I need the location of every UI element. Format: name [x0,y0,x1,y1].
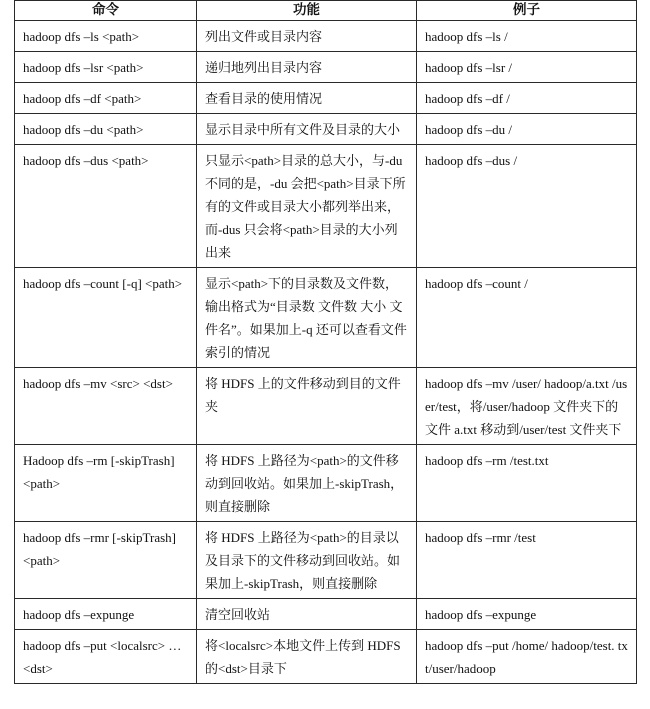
function-cell: 递归地列出目录内容 [197,52,417,83]
example-cell: hadoop dfs –lsr / [417,52,637,83]
command-cell: hadoop dfs –ls <path> [15,21,197,52]
example-cell: hadoop dfs –ls / [417,21,637,52]
command-cell: hadoop dfs –dus <path> [15,145,197,268]
table-row [15,83,637,114]
function-cell: 将<localsrc>本地文件上传到 HDFS 的<dst>目录下 [197,630,417,684]
command-cell: hadoop dfs –expunge [15,599,197,630]
command-cell: hadoop dfs –put <localsrc> … <dst> [15,630,197,684]
document-page [14,0,636,684]
example-cell: hadoop dfs –rm /test.txt [417,445,637,522]
header-function: 功能 [197,1,417,21]
example-cell: hadoop dfs –dus / [417,145,637,268]
table-row [15,268,637,368]
table-row [15,368,637,445]
example-cell: hadoop dfs –df / [417,83,637,114]
example-cell: hadoop dfs –mv /user/ hadoop/a.txt /user/test，将/user/hadoop 文件夹下的文件 a.txt 移动到/user/test 文件夹下 [417,368,637,445]
function-cell: 显示目录中所有文件及目录的大小 [197,114,417,145]
table-row [15,522,637,599]
command-cell: hadoop dfs –lsr <path> [15,52,197,83]
example-cell: hadoop dfs –rmr /test [417,522,637,599]
function-cell: 清空回收站 [197,599,417,630]
example-cell: hadoop dfs –put /home/ hadoop/test. txt/user/hadoop [417,630,637,684]
example-cell: hadoop dfs –count / [417,268,637,368]
function-cell: 查看目录的使用情况 [197,83,417,114]
command-cell: hadoop dfs –rmr [-skipTrash] <path> [15,522,197,599]
table-row [15,114,637,145]
function-cell: 列出文件或目录内容 [197,21,417,52]
table-row [15,630,637,684]
example-cell: hadoop dfs –du / [417,114,637,145]
function-cell: 只显示<path>目录的总大小，与-du不同的是，-du 会把<path>目录下所有的文件或目录大小都列举出来，而-dus 只会将<path>目录的大小列出来 [197,145,417,268]
table-row [15,445,637,522]
command-cell: hadoop dfs –count [-q] <path> [15,268,197,368]
function-cell: 显示<path>下的目录数及文件数，输出格式为“目录数 文件数 大小 文件名”。如果加上-q 还可以查看文件索引的情况 [197,268,417,368]
function-cell: 将 HDFS 上路径为<path>的文件移动到回收站。如果加上-skipTrash，则直接删除 [197,445,417,522]
function-cell: 将 HDFS 上的文件移动到目的文件夹 [197,368,417,445]
command-cell: hadoop dfs –mv <src> <dst> [15,368,197,445]
table-row [15,145,637,268]
command-cell: Hadoop dfs –rm [-skipTrash] <path> [15,445,197,522]
hadoop-command-table [14,0,637,684]
table-row [15,52,637,83]
function-cell: 将 HDFS 上路径为<path>的目录以及目录下的文件移动到回收站。如果加上-skipTrash，则直接删除 [197,522,417,599]
header-command: 命令 [15,1,197,21]
command-cell: hadoop dfs –du <path> [15,114,197,145]
table-row [15,599,637,630]
header-example: 例子 [417,1,637,21]
table-header-row [15,1,637,21]
table-row [15,21,637,52]
example-cell: hadoop dfs –expunge [417,599,637,630]
command-cell: hadoop dfs –df <path> [15,83,197,114]
